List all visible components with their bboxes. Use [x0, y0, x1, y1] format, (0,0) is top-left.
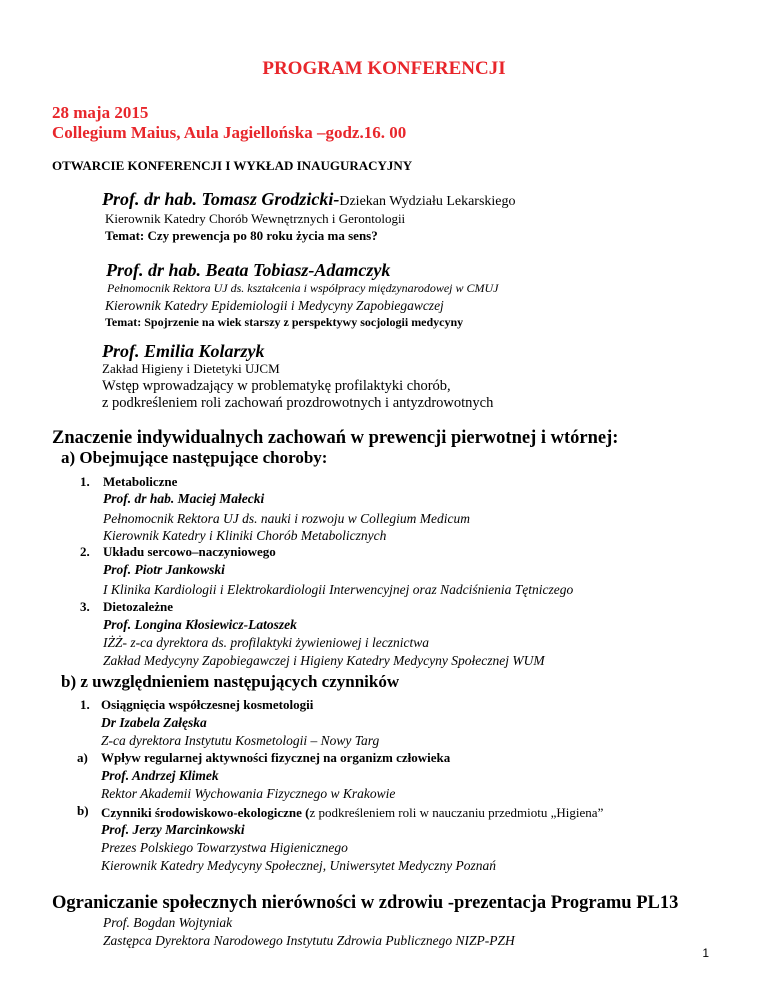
- speaker2-name: Prof. dr hab. Beata Tobiasz-Adamczyk: [106, 260, 391, 280]
- item1-title: Metaboliczne: [103, 474, 178, 489]
- item3-line2: Zakład Medycyny Zapobiegawczej i Higieny Katedry Medycyny Społecznej WUM: [103, 653, 545, 668]
- speaker2-affiliation-2: Kierownik Katedry Epidemiologii i Medycyny Zapobiegawczej: [105, 298, 444, 313]
- page-number: 1: [702, 946, 709, 960]
- section2-line: Zastępca Dyrektora Narodowego Instytutu Zdrowia Publicznego NIZP-PZH: [103, 933, 515, 948]
- speaker1-topic: Temat: Czy prewencja po 80 roku życia ma sens?: [105, 228, 378, 243]
- speaker3-intro-1: Wstęp wprowadzający w problematykę profilaktyki chorób,: [102, 378, 451, 394]
- b-item3-speaker: Prof. Jerzy Marcinkowski: [101, 822, 245, 837]
- item3-speaker: Prof. Longina Kłosiewicz-Latoszek: [103, 617, 297, 632]
- item1-number: 1.: [80, 474, 90, 489]
- speaker1-role: Dziekan Wydziału Lekarskiego: [339, 194, 516, 209]
- speaker1-name: Prof. dr hab. Tomasz Grodzicki-: [102, 189, 340, 209]
- item3-line1: IŻŻ- z-ca dyrektora ds. profilaktyki żywieniowej i lecznictwa: [103, 635, 429, 650]
- speaker3-affiliation: Zakład Higieny i Dietetyki UJCM: [102, 361, 280, 376]
- b-item3-line1: Prezes Polskiego Towarzystwa Higienicznego: [101, 840, 348, 855]
- item3-number: 3.: [80, 599, 90, 614]
- item2-title: Układu sercowo–naczyniowego: [103, 544, 276, 559]
- b-item3-line2: Kierownik Katedry Medycyny Społecznej, Uniwersytet Medyczny Poznań: [101, 858, 497, 873]
- speaker3-intro-2: z podkreśleniem roli zachowań prozdrowotnych i antyzdrowotnych: [102, 395, 494, 411]
- item3-title: Dietozależne: [103, 599, 174, 614]
- b-item1-number: 1.: [80, 697, 90, 712]
- opening-heading: OTWARCIE KONFERENCJI I WYKŁAD INAUGURACYJNY: [52, 158, 413, 173]
- b-item3-title-rest: z podkreśleniem roli w nauczaniu przedmiotu „Higiena”: [309, 805, 604, 820]
- item1-speaker: Prof. dr hab. Maciej Małecki: [103, 491, 265, 506]
- b-item2-speaker: Prof. Andrzej Klimek: [101, 768, 219, 783]
- section2-speaker: Prof. Bogdan Wojtyniak: [103, 915, 233, 930]
- conference-venue: Collegium Maius, Aula Jagiellońska –godz.16. 00: [52, 123, 407, 142]
- section1-sub-b: b) z uwzględnieniem następujących czynników: [61, 672, 400, 691]
- b-item2-number: a): [77, 750, 88, 765]
- item1-line2: Kierownik Katedry i Kliniki Chorób Metabolicznych: [103, 528, 387, 543]
- item2-line1: I Klinika Kardiologii i Elektrokardiologii Interwencyjnej oraz Nadciśnienia Tętniczego: [103, 582, 574, 597]
- b-item1-title: Osiągnięcia współczesnej kosmetologii: [101, 697, 314, 712]
- speaker2-topic: Temat: Spojrzenie na wiek starszy z perspektywy socjologii medycyny: [105, 315, 464, 329]
- speaker1-heading: [102, 189, 516, 210]
- item2-number: 2.: [80, 544, 90, 559]
- section2-heading: Ograniczanie społecznych nierówności w zdrowiu -prezentacja Programu PL13: [52, 893, 679, 913]
- speaker1-affiliation: Kierownik Katedry Chorób Wewnętrznych i Gerontologii: [105, 211, 406, 226]
- item2-speaker: Prof. Piotr Jankowski: [103, 562, 225, 577]
- document-title: PROGRAM KONFERENCJI: [262, 58, 506, 79]
- b-item2-title: Wpływ regularnej aktywności fizycznej na organizm człowieka: [101, 750, 451, 765]
- b-item3-title: Czynniki środowiskowo-ekologiczne (: [101, 805, 310, 820]
- b-item1-speaker: Dr Izabela Załęska: [101, 715, 207, 730]
- b-item1-line1: Z-ca dyrektora Instytutu Kosmetologii – Nowy Targ: [101, 733, 380, 748]
- section1-heading: Znaczenie indywidualnych zachowań w prewencji pierwotnej i wtórnej:: [52, 428, 619, 448]
- conference-date: 28 maja 2015: [52, 103, 149, 122]
- b-item2-line1: Rektor Akademii Wychowania Fizycznego w Krakowie: [101, 786, 396, 801]
- b-item3-number: b): [77, 803, 89, 818]
- speaker3-name: Prof. Emilia Kolarzyk: [102, 341, 265, 361]
- section1-sub-a: a) Obejmujące następujące choroby:: [61, 448, 328, 467]
- speaker2-affiliation-1: Pełnomocnik Rektora UJ ds. kształcenia i współpracy międzynarodowej w CMUJ: [107, 281, 499, 295]
- item1-line1: Pełnomocnik Rektora UJ ds. nauki i rozwoju w Collegium Medicum: [103, 511, 470, 526]
- b-item3-heading: [101, 804, 603, 822]
